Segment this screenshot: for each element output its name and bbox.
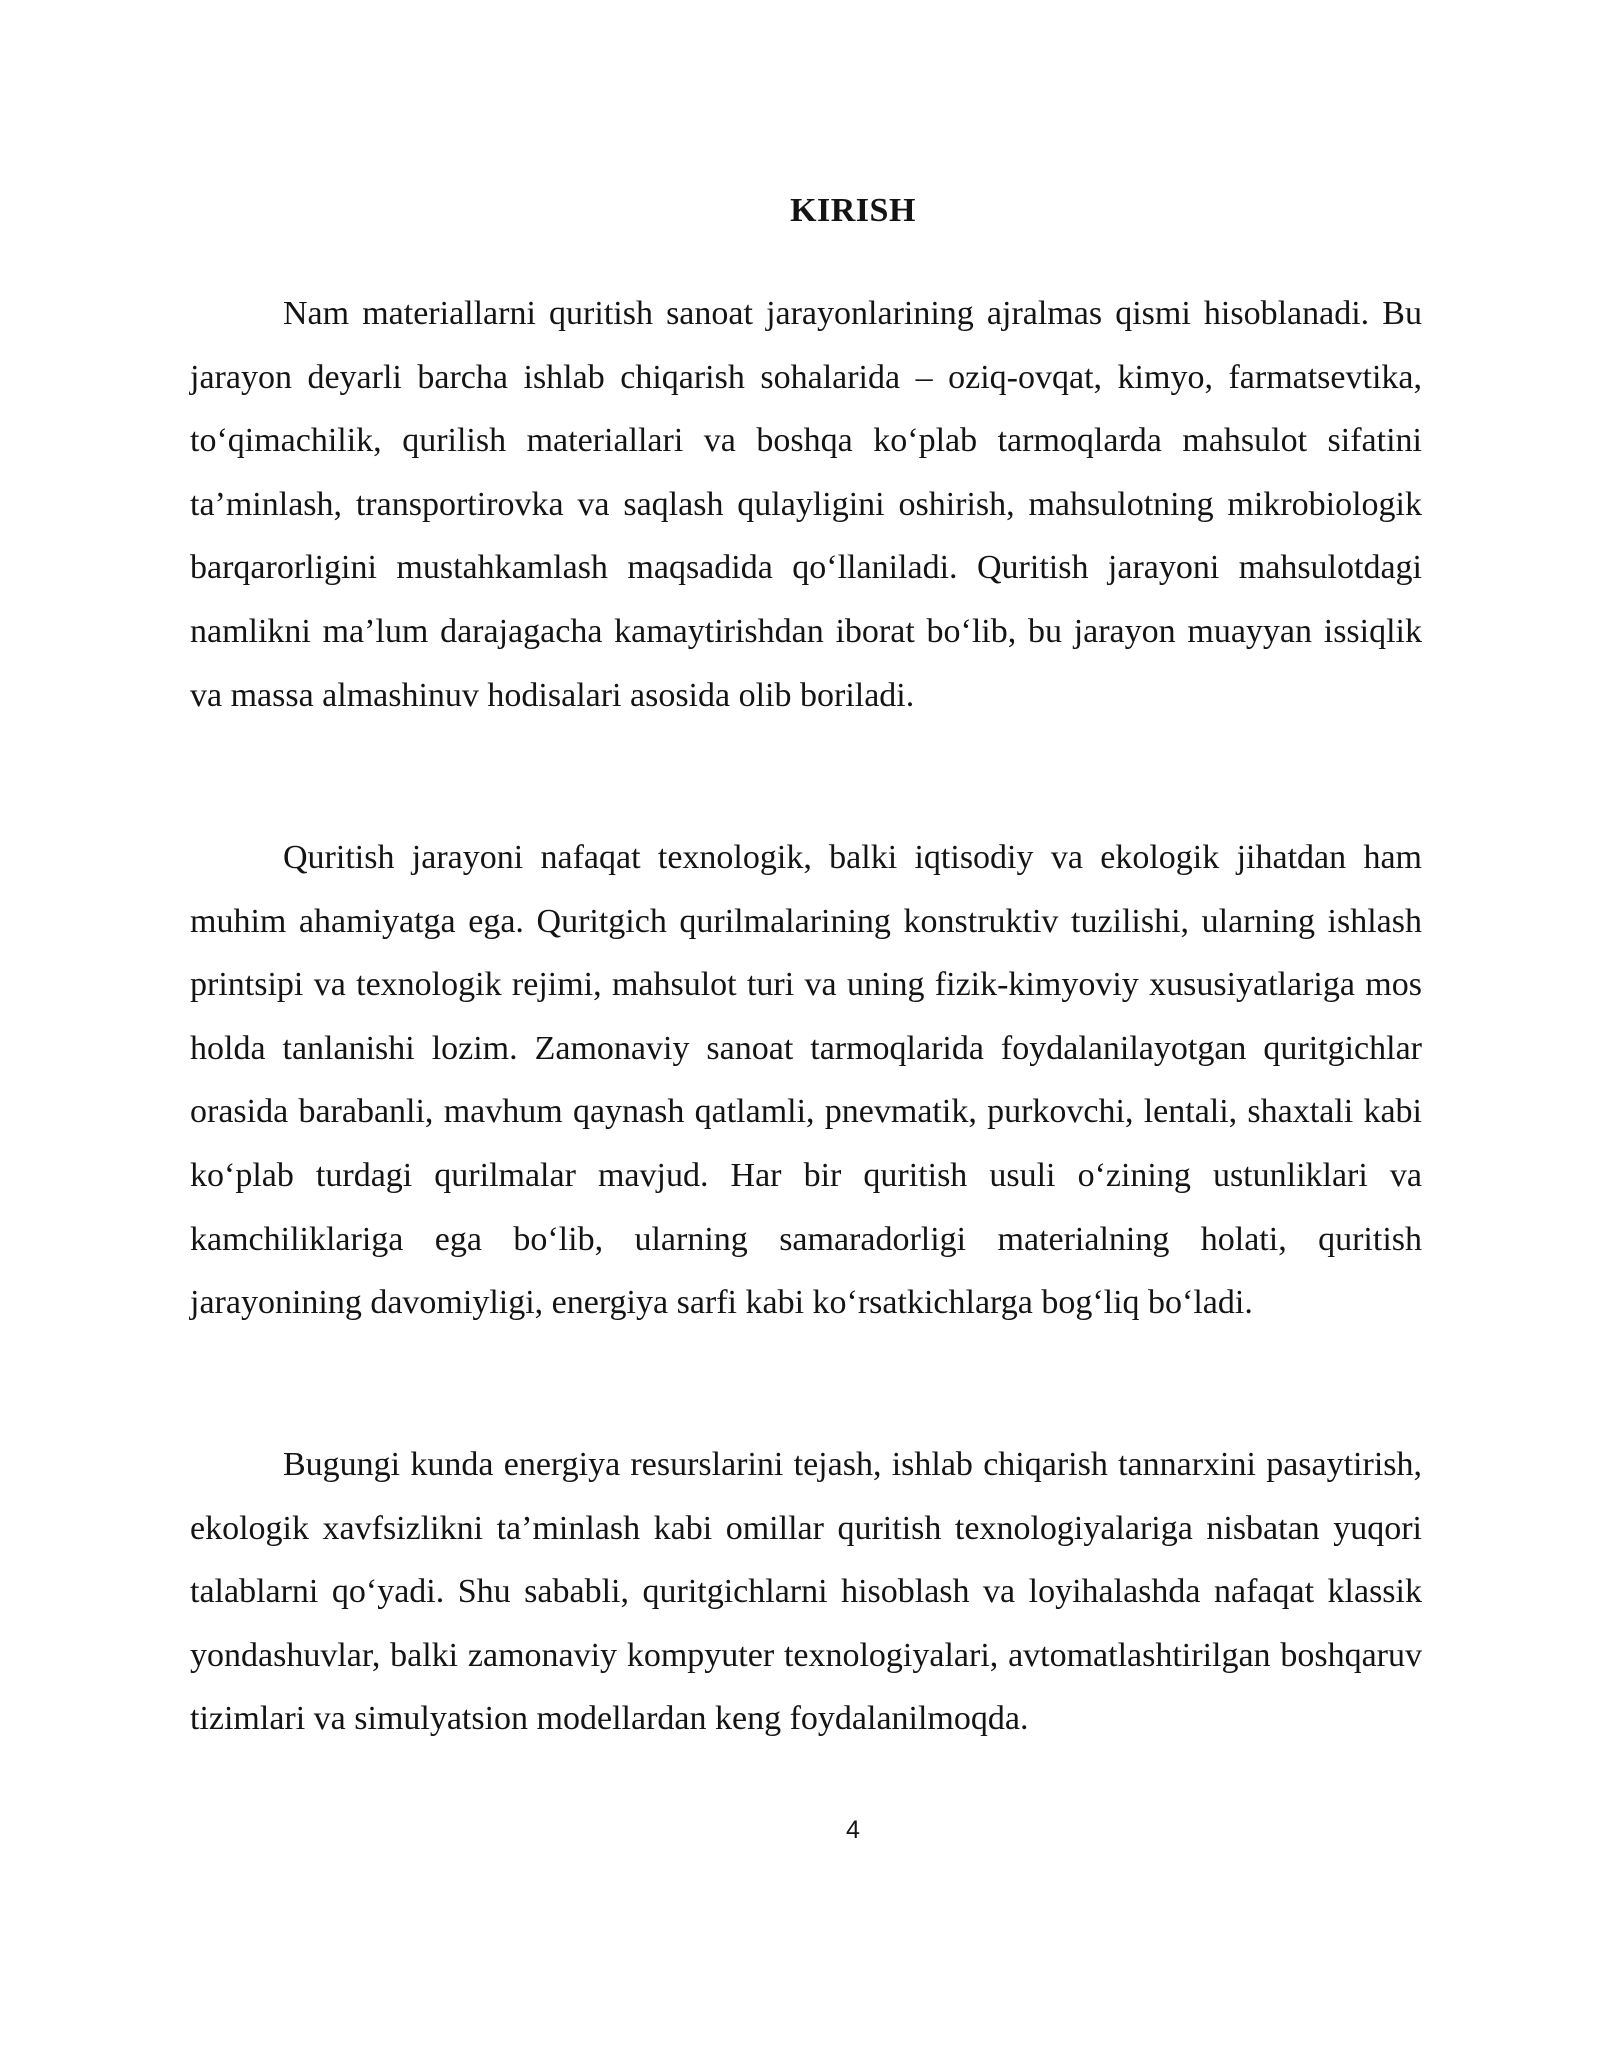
paragraph-3: Bugungi kunda energiya resurslarini tejash, ishlab chiqarish tannarxini pasaytirish, ekologik xavfsizlikni ta’minlash kabi omillar quritish texnologiyalariga nisbatan yuqori talablarni qo‘yadi. Shu sababli, quritgichlarni hisoblash va loyihalashda nafaqat klassik yondashuvlar, balki zamonaviy kompyuter texnologiyalari, avtomatlashtirilgan boshqaruv tizimlari va simulyatsion modellardan keng foydalanilmoqda. — [190, 1446, 1422, 1738]
paragraph-2: Quritish jarayoni nafaqat texnologik, balki iqtisodiy va ekologik jihatdan ham muhim ahamiyatga ega. Quritgich qurilmalarining konstruktiv tuzilishi, ularning ishlash printsipi va texnologik rejimi, mahsulot turi va uning fizik-kimyoviy xususiyatlariga mos holda tanlanishi lozim. Zamonaviy sanoat tarmoqlarida foydalanilayotgan quritgichlar orasida barabanli, mavhum qaynash qatlamli, pnevmatik, purkovchi, lentali, shaxtali kabi ko‘plab turdagi qurilmalar mavjud. Har bir quritish usuli o‘zining ustunliklari va kamchiliklariga ega bo‘lib, ularning samaradorligi materialning holati, quritish jarayonining davomiyligi, energiya sarfi kabi ko‘rsatkichlarga bog‘liq bo‘ladi. — [190, 839, 1422, 1322]
paragraph-1: Nam materiallarni quritish sanoat jarayonlarining ajralmas qismi hisoblanadi. Bu jarayon deyarli barcha ishlab chiqarish sohalarida – oziq-ovqat, kimyo, farmatsevtika, to‘qimachilik, qurilish materiallari va boshqa ko‘plab tarmoqlarda mahsulot sifatini ta’minlash, transportirovka va saqlash qulayligini oshirish, mahsulotning mikrobiologik barqarorligini mustahkamlash maqsadida qo‘llaniladi. Quritish jarayoni mahsulotdagi namlikni ma’lum darajagacha kamaytirishdan iborat bo‘lib, bu jarayon muayyan issiqlik va massa almashinuv hodisalari asosida olib boriladi. — [190, 295, 1422, 714]
section-heading: KIRISH — [790, 192, 916, 229]
page-number: 4 — [846, 1816, 860, 1844]
